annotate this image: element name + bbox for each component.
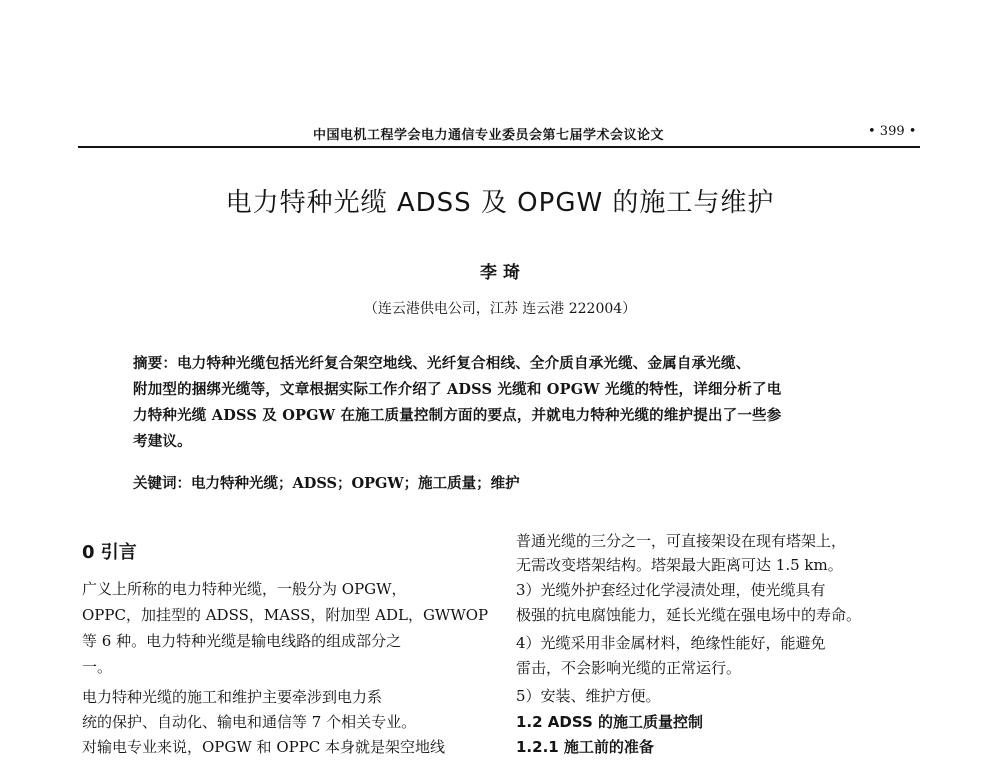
left-column-line: 统的保护、自动化、输电和通信等 7 个相关专业。 [82, 713, 417, 731]
left-column-line: 一。 [82, 658, 113, 676]
subsection-heading-1-2-1: 1.2.1 施工前的准备 [516, 738, 654, 756]
left-column-line: OPPC，加挂型的 ADSS，MASS，附加型 ADL，GWWOP [82, 606, 489, 624]
right-column-line: 普通光缆的三分之一，可直接架设在现有塔架上， [516, 532, 847, 550]
abstract-line: 考建议。 [133, 433, 192, 450]
section-heading-introduction: 0 引言 [82, 542, 137, 563]
subsection-heading-1-2: 1.2 ADSS 的施工质量控制 [516, 713, 704, 731]
running-header: 中国电机工程学会电力通信专业委员会第七届学术会议论文 [313, 128, 665, 143]
right-column-line: 5）安装、维护方便。 [516, 687, 661, 705]
keywords-line: 关键词：电力特种光缆；ADSS；OPGW；施工质量；维护 [133, 475, 520, 492]
left-column-line: 广义上所称的电力特种光缆，一般分为 OPGW， [82, 580, 407, 598]
left-column-line: 等 6 种。电力特种光缆是输电线路的组成部分之 [82, 632, 402, 650]
abstract-line: 力特种光缆 ADSS 及 OPGW 在施工质量控制方面的要点，并就电力特种光缆的维护提出了一些参 [133, 407, 782, 424]
abstract-line: 附加型的捆绑光缆等，文章根据实际工作介绍了 ADSS 光缆和 OPGW 光缆的特性，详细分析了电 [133, 381, 782, 398]
right-column-line: 雷击，不会影响光缆的正常运行。 [516, 659, 742, 677]
affiliation: （连云港供电公司，江苏 连云港 222004） [363, 301, 637, 317]
author: 李 琦 [480, 263, 520, 283]
right-column-line: 4）光缆采用非金属材料，绝缘性能好，能避免 [516, 634, 826, 652]
page-title: 电力特种光缆 ADSS 及 OPGW 的施工与维护 [225, 188, 775, 218]
right-column-line: 3）光缆外护套经过化学浸渍处理，使光缆具有 [516, 581, 826, 599]
header-rule [78, 146, 920, 148]
abstract-line: 摘要：电力特种光缆包括光纤复合架空地线、光纤复合相线、全介质自承光缆、金属自承光缆、 [133, 355, 751, 372]
left-column-line: 对输电专业来说，OPGW 和 OPPC 本身就是架空地线 [82, 738, 446, 756]
right-column-line: 无需改变塔架结构。塔架最大距离可达 1.5 km。 [516, 556, 843, 574]
left-column-line: 电力特种光缆的施工和维护主要牵涉到电力系 [82, 688, 383, 706]
right-column-line: 极强的抗电腐蚀能力，延长光缆在强电场中的寿命。 [516, 606, 862, 624]
page-number: • 399 • [868, 124, 917, 139]
